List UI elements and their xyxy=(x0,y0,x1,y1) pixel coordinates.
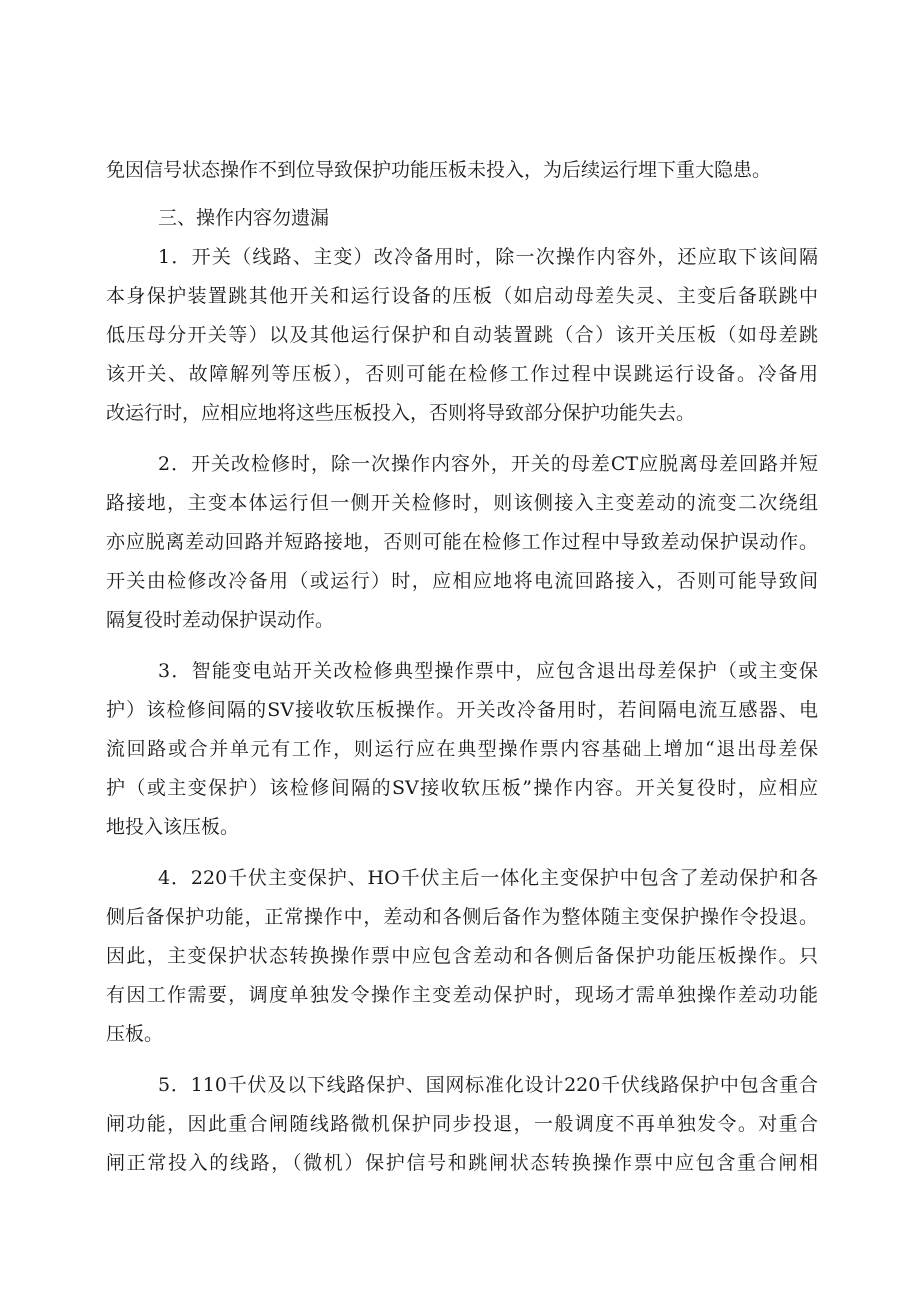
text-line: 因此，主变保护状态转换操作票中应包含差动和各侧后备保护功能压板操作。只 xyxy=(106,945,818,967)
text-line: 隔复役时差动保护误动作。 xyxy=(106,609,335,631)
text-line: 闸正常投入的线路，（微机）保护信号和跳闸状态转换操作票中应包含重合闸相 xyxy=(106,1152,818,1174)
text-line: 该开关、故障解列等压板），否则可能在检修工作过程中误跳运行设备。冷备用 xyxy=(106,363,818,385)
text-line: 免因信号状态操作不到位导致保护功能压板未投入，为后续运行埋下重大隐患。 xyxy=(106,159,772,181)
text-line: 护）该检修间隔的SV接收软压板操作。开关改冷备用时，若间隔电流互感器、电 xyxy=(106,699,818,721)
section-heading: 三、操作内容勿遗漏 xyxy=(158,207,330,229)
text-line: 流回路或合并单元有工作，则运行应在典型操作票内容基础上增加“退出母差保 xyxy=(106,738,818,760)
text-line: 亦应脱离差动回路并短路接地，否则可能在检修工作过程中导致差动保护误动作。 xyxy=(106,531,818,553)
text-line: 闸功能，因此重合闸随线路微机保护同步投退，一般调度不再单独发令。对重合 xyxy=(106,1113,818,1135)
text-line: 本身保护装置跳其他开关和运行设备的压板（如启动母差失灵、主变后备联跳中 xyxy=(106,285,818,307)
text-line: 4．220千伏主变保护、HO千伏主后一体化主变保护中包含了差动保护和各 xyxy=(158,867,818,889)
text-line: 地投入该压板。 xyxy=(106,816,240,838)
text-line: 低压母分开关等）以及其他运行保护和自动装置跳（合）该开关压板（如母差跳 xyxy=(106,324,818,346)
text-line: 5．110千伏及以下线路保护、国网标准化设计220千伏线路保护中包含重合 xyxy=(158,1074,818,1096)
text-line: 有因工作需要，调度单独发令操作主变差动保护时，现场才需单独操作差动功能 xyxy=(106,984,818,1006)
text-line: 路接地，主变本体运行但一侧开关检修时，则该侧接入主变差动的流变二次绕组 xyxy=(106,492,818,514)
text-line: 开关由检修改冷备用（或运行）时，应相应地将电流回路接入，否则可能导致间 xyxy=(106,570,818,592)
text-line: 3．智能变电站开关改检修典型操作票中，应包含退出母差保护（或主变保 xyxy=(158,660,818,682)
text-line: 2．开关改检修时，除一次操作内容外，开关的母差CT应脱离母差回路并短 xyxy=(158,453,818,475)
text-line: 护（或主变保护）该检修间隔的SV接收软压板”操作内容。开关复役时，应相应 xyxy=(106,777,818,799)
text-line: 1．开关（线路、主变）改冷备用时，除一次操作内容外，还应取下该间隔 xyxy=(158,246,818,268)
text-line: 压板。 xyxy=(106,1023,164,1045)
text-line: 改运行时，应相应地将这些压板投入，否则将导致部分保护功能失去。 xyxy=(106,402,696,424)
text-line: 侧后备保护功能，正常操作中，差动和各侧后备作为整体随主变保护操作令投退。 xyxy=(106,906,818,928)
